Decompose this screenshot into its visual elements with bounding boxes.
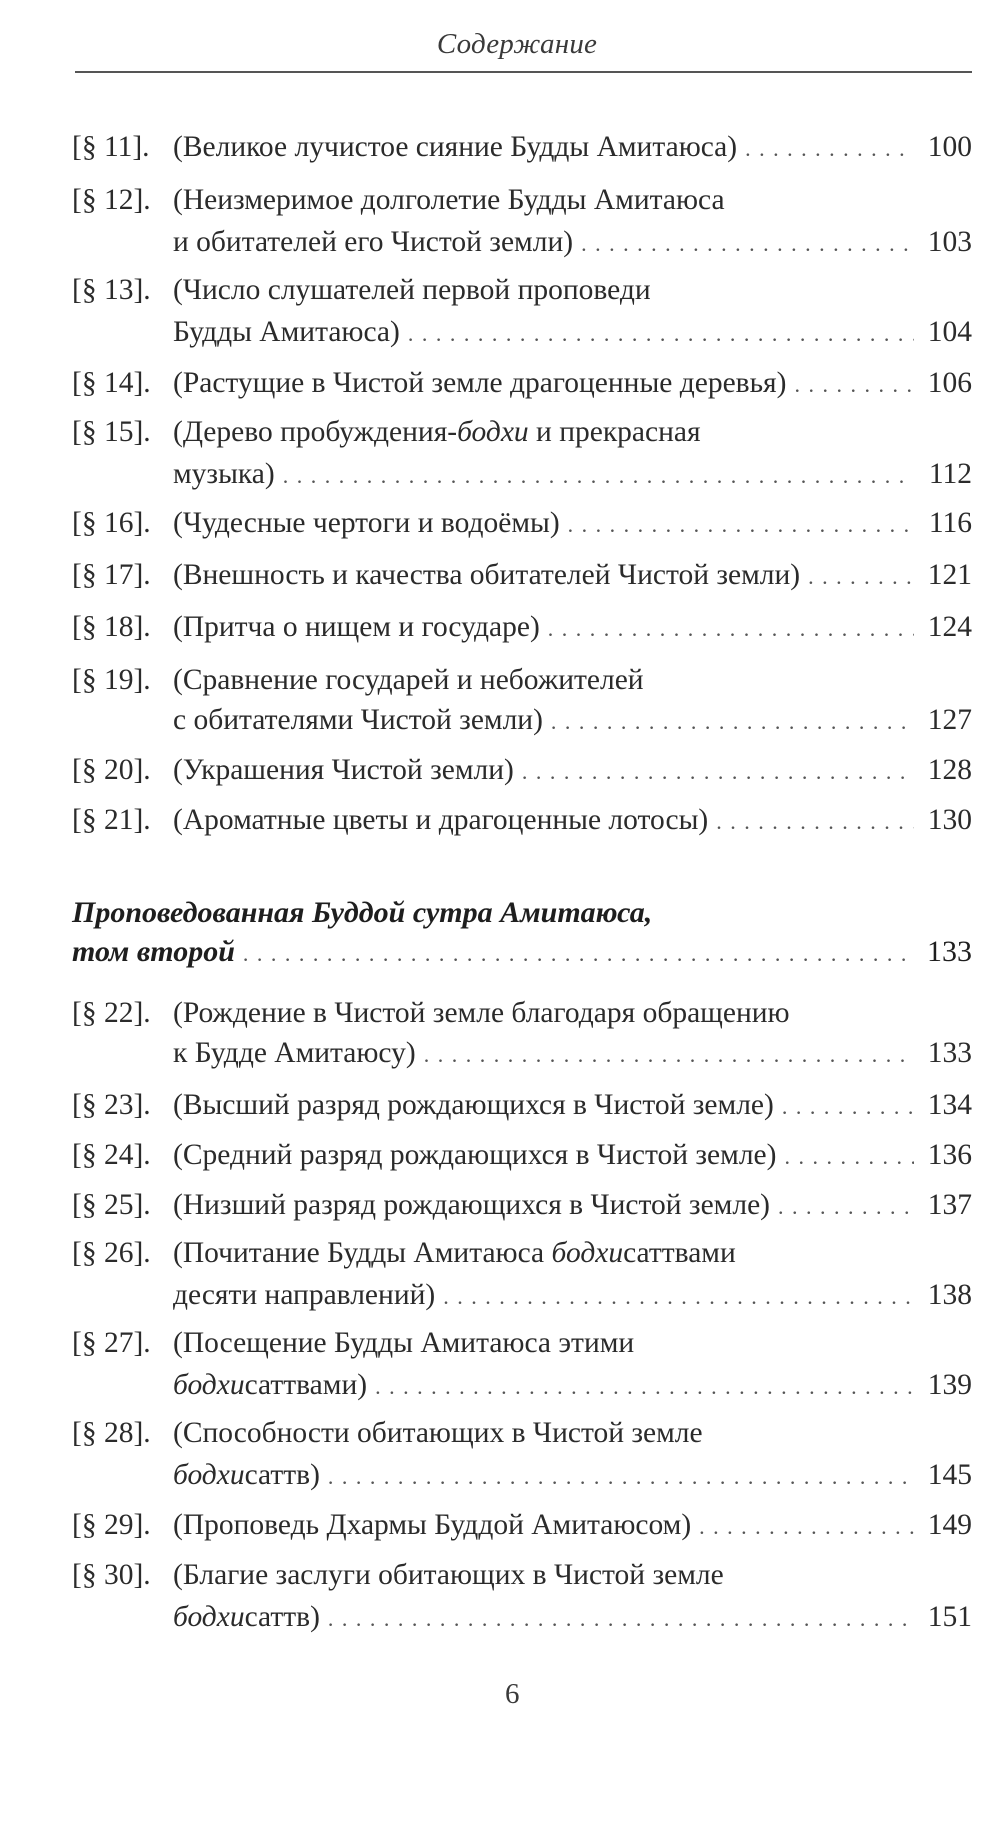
section-number: [§ 22]. bbox=[72, 997, 151, 1029]
entry-title: (Великое лучистое сияние Будды Амитаюса) bbox=[173, 131, 738, 163]
toc-entry-26-cont[interactable] bbox=[173, 1274, 972, 1316]
page-ref: 100 bbox=[927, 131, 972, 163]
toc-entry-28[interactable] bbox=[72, 1412, 972, 1454]
page-ref: 151 bbox=[927, 1601, 972, 1633]
italic-term: бодхи bbox=[551, 1237, 624, 1269]
entry-title: (Высший разряд рождающихся в Чистой земле) bbox=[173, 1089, 774, 1121]
toc-entry-15[interactable] bbox=[72, 411, 972, 453]
dot-leader bbox=[283, 455, 914, 497]
dot-leader bbox=[551, 701, 914, 743]
toc-entry-11[interactable] bbox=[72, 126, 972, 168]
toc-entry-13-cont[interactable] bbox=[173, 311, 972, 353]
dot-leader bbox=[782, 1086, 914, 1128]
dot-leader bbox=[794, 364, 914, 406]
page-number: 6 bbox=[505, 1678, 520, 1710]
page-ref: 145 bbox=[927, 1459, 972, 1491]
part-heading[interactable] bbox=[72, 892, 972, 934]
dot-leader bbox=[716, 801, 914, 843]
italic-term: бодхи bbox=[173, 1601, 245, 1633]
toc-entry-14[interactable] bbox=[72, 362, 972, 404]
toc-entry-27-cont[interactable] bbox=[173, 1364, 972, 1406]
toc-entry-16[interactable] bbox=[72, 502, 972, 544]
toc-entry-22[interactable] bbox=[72, 992, 972, 1034]
section-number: [§ 29]. bbox=[72, 1509, 151, 1541]
running-head-title: Содержание bbox=[436, 28, 598, 60]
toc-entry-30[interactable] bbox=[72, 1554, 972, 1596]
italic-term: бодхи bbox=[457, 416, 529, 448]
page-ref: 106 bbox=[927, 367, 972, 399]
entry-title: (Способности обитающих в Чистой земле bbox=[173, 1417, 703, 1449]
dot-leader bbox=[699, 1506, 914, 1548]
entry-title-cont: бодхисаттв) bbox=[173, 1601, 320, 1633]
toc-entry-17[interactable] bbox=[72, 554, 972, 596]
toc-entry-27[interactable] bbox=[72, 1322, 972, 1364]
section-number: [§ 12]. bbox=[72, 184, 151, 216]
entry-title: (Число слушателей первой проповеди bbox=[173, 274, 651, 306]
entry-title: (Ароматные цветы и драгоценные лотосы) bbox=[173, 804, 709, 836]
entry-title: (Притча о нищем и государе) bbox=[173, 611, 540, 643]
page-ref: 136 bbox=[927, 1139, 972, 1171]
part-heading-cont[interactable] bbox=[72, 931, 972, 973]
dot-leader bbox=[408, 313, 914, 355]
toc-entry-23[interactable] bbox=[72, 1084, 972, 1126]
toc-entry-12-cont[interactable] bbox=[173, 221, 972, 263]
entry-title: (Благие заслуги обитающих в Чистой земле bbox=[173, 1559, 724, 1591]
toc-entry-22-cont[interactable] bbox=[173, 1032, 972, 1074]
section-number: [§ 17]. bbox=[72, 559, 151, 591]
page-ref: 127 bbox=[927, 704, 972, 736]
dot-leader bbox=[568, 504, 914, 546]
page-ref: 104 bbox=[927, 316, 972, 348]
dot-leader bbox=[328, 1456, 914, 1498]
section-number: [§ 27]. bbox=[72, 1327, 151, 1359]
entry-title: (Посещение Будды Амитаюса этими bbox=[173, 1327, 635, 1359]
entry-title: (Сравнение государей и небожителей bbox=[173, 664, 644, 696]
italic-term: бодхи bbox=[173, 1459, 245, 1491]
page-ref: 121 bbox=[927, 559, 972, 591]
entry-title: (Украшения Чистой земли) bbox=[173, 754, 514, 786]
section-number: [§ 11]. bbox=[72, 131, 150, 163]
entry-title-cont: бодхисаттвами) bbox=[173, 1369, 368, 1401]
entry-title-cont: и обитателей его Чистой земли) bbox=[173, 226, 574, 258]
page-ref: 103 bbox=[927, 226, 972, 258]
toc-entry-18[interactable] bbox=[72, 606, 972, 648]
part-heading-title-cont: том второй bbox=[72, 935, 235, 968]
dot-leader bbox=[443, 1276, 914, 1318]
dot-leader bbox=[778, 1186, 914, 1228]
page-ref: 137 bbox=[927, 1189, 972, 1221]
entry-title: (Средний разряд рождающихся в Чистой земле) bbox=[173, 1139, 777, 1171]
dot-leader bbox=[745, 128, 914, 170]
dot-leader bbox=[784, 1136, 914, 1178]
entry-title: (Дерево пробуждения-бодхи и прекрасная bbox=[173, 416, 701, 448]
toc-entry-25[interactable] bbox=[72, 1184, 972, 1226]
entry-title: (Рождение в Чистой земле благодаря обращению bbox=[173, 997, 790, 1029]
toc-entry-24[interactable] bbox=[72, 1134, 972, 1176]
section-number: [§ 18]. bbox=[72, 611, 151, 643]
dot-leader bbox=[424, 1034, 914, 1076]
section-number: [§ 20]. bbox=[72, 754, 151, 786]
section-number: [§ 14]. bbox=[72, 367, 151, 399]
dot-leader bbox=[243, 933, 914, 975]
toc-entry-21[interactable] bbox=[72, 799, 972, 841]
entry-title: (Неизмеримое долголетие Будды Амитаюса bbox=[173, 184, 725, 216]
entry-title: (Низший разряд рождающихся в Чистой земле) bbox=[173, 1189, 770, 1221]
part-heading-title: Проповедованная Буддой сутра Амитаюса, bbox=[72, 896, 653, 929]
toc-entry-30-cont[interactable] bbox=[173, 1596, 972, 1638]
toc-entry-13[interactable] bbox=[72, 269, 972, 311]
page-ref: 134 bbox=[927, 1089, 972, 1121]
entry-title-cont: к Будде Амитаюсу) bbox=[173, 1037, 416, 1069]
section-number: [§ 16]. bbox=[72, 507, 151, 539]
page-ref: 138 bbox=[927, 1279, 972, 1311]
dot-leader bbox=[522, 751, 914, 793]
section-number: [§ 13]. bbox=[72, 274, 151, 306]
page-ref: 149 bbox=[927, 1509, 972, 1541]
section-number: [§ 23]. bbox=[72, 1089, 151, 1121]
toc-entry-15-cont[interactable] bbox=[173, 453, 972, 495]
italic-term: бодхи bbox=[173, 1369, 245, 1401]
entry-title: (Почитание Будды Амитаюса бодхисаттвами bbox=[173, 1237, 736, 1269]
section-number: [§ 28]. bbox=[72, 1417, 151, 1449]
page-ref: 133 bbox=[927, 1037, 972, 1069]
toc-entry-29[interactable] bbox=[72, 1504, 972, 1546]
section-number: [§ 26]. bbox=[72, 1237, 151, 1269]
entry-title-cont: с обитателями Чистой земли) bbox=[173, 704, 543, 736]
section-number: [§ 19]. bbox=[72, 664, 151, 696]
page-ref: 116 bbox=[928, 507, 972, 539]
section-number: [§ 25]. bbox=[72, 1189, 151, 1221]
dot-leader bbox=[548, 608, 914, 650]
toc-entry-19-cont[interactable] bbox=[173, 699, 972, 741]
toc-entry-19[interactable] bbox=[72, 659, 972, 701]
entry-title: (Внешность и качества обитателей Чистой земли) bbox=[173, 559, 801, 591]
toc-entry-26[interactable] bbox=[72, 1232, 972, 1274]
entry-title: (Чудесные чертоги и водоёмы) bbox=[173, 507, 560, 539]
section-number: [§ 24]. bbox=[72, 1139, 151, 1171]
page-ref: 112 bbox=[928, 458, 972, 490]
dot-leader bbox=[375, 1366, 914, 1408]
entry-title: (Растущие в Чистой земле драгоценные деревья) bbox=[173, 367, 787, 399]
section-number: [§ 21]. bbox=[72, 804, 151, 836]
toc-entry-12[interactable] bbox=[72, 179, 972, 221]
entry-title: (Проповедь Дхармы Буддой Амитаюсом) bbox=[173, 1509, 692, 1541]
page-ref: 124 bbox=[927, 611, 972, 643]
dot-leader bbox=[328, 1598, 914, 1640]
page-ref: 128 bbox=[927, 754, 972, 786]
page-ref: 133 bbox=[927, 935, 972, 968]
entry-title-cont: музыка) bbox=[173, 458, 275, 490]
page-ref: 130 bbox=[927, 804, 972, 836]
toc-entry-28-cont[interactable] bbox=[173, 1454, 972, 1496]
page-ref: 139 bbox=[927, 1369, 972, 1401]
entry-title-cont: Будды Амитаюса) bbox=[173, 316, 400, 348]
entry-title-cont: бодхисаттв) bbox=[173, 1459, 320, 1491]
entry-title-cont: десяти направлений) bbox=[173, 1279, 436, 1311]
toc-entry-20[interactable] bbox=[72, 749, 972, 791]
section-number: [§ 30]. bbox=[72, 1559, 151, 1591]
section-number: [§ 15]. bbox=[72, 416, 151, 448]
dot-leader bbox=[808, 556, 914, 598]
dot-leader bbox=[581, 223, 914, 265]
